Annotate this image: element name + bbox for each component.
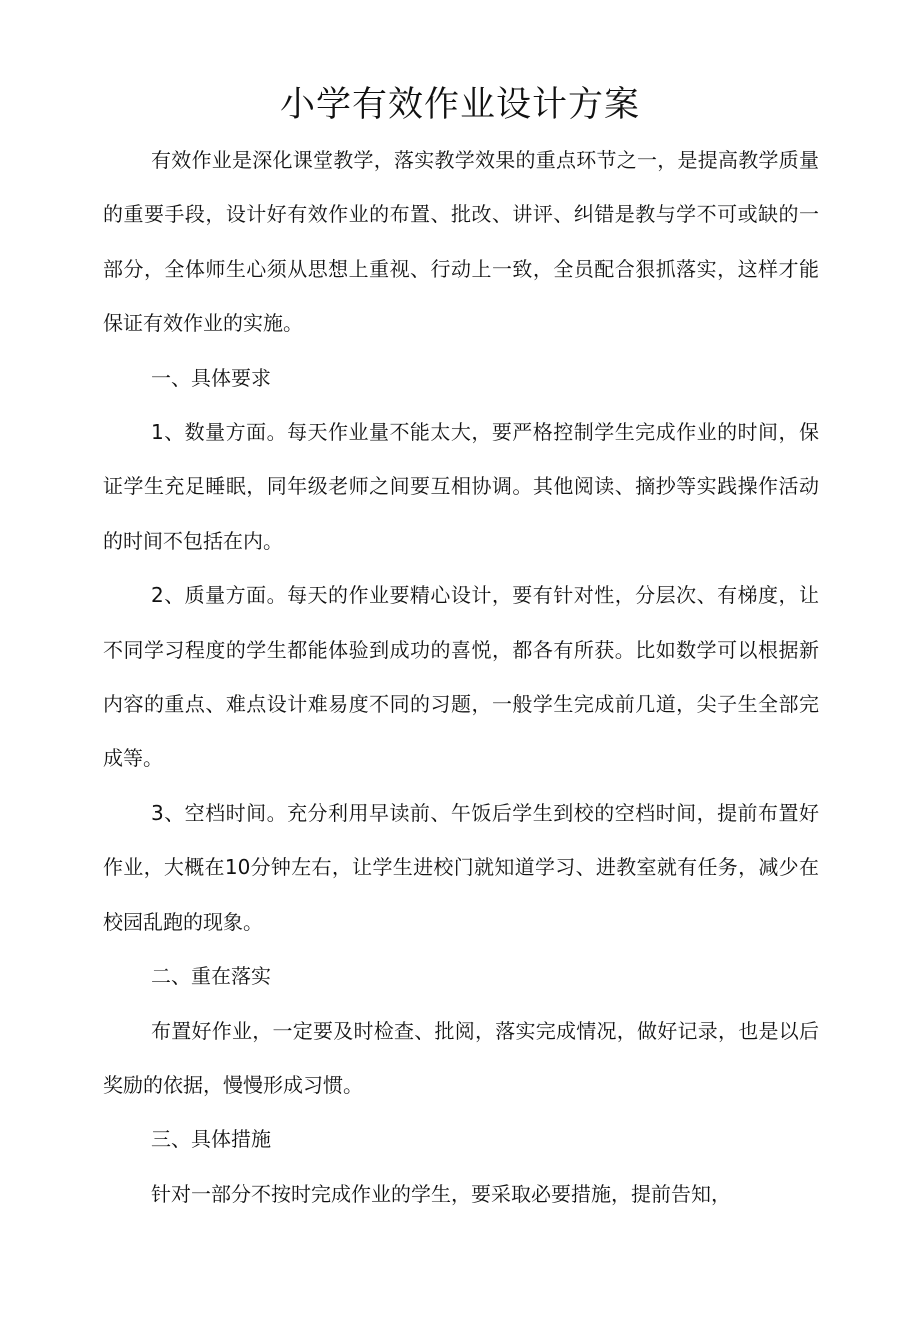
section-heading-measures: 三、具体措施 bbox=[151, 1127, 271, 1152]
implementation-paragraph: 布置好作业，一定要及时检查、批阅，落实完成情况，做好记录，也是以后奖励的依据，慢慢形成习惯。 bbox=[103, 1018, 819, 1097]
requirement-free-time-paragraph: 3、空档时间。充分利用早读前、午饭后学生到校的空档时间，提前布置好作业，大概在10分钟左右，让学生进校门就知道学习、进教室就有任务，减少在校园乱跑的现象。 bbox=[103, 800, 819, 934]
requirement-quantity-paragraph: 1、数量方面。每天作业量不能太大，要严格控制学生完成作业的时间，保证学生充足睡眠，同年级老师之间要互相协调。其他阅读、摘抄等实践操作活动的时间不包括在内。 bbox=[103, 420, 819, 553]
section-heading-implementation: 二、重在落实 bbox=[151, 964, 271, 989]
section-heading-requirements: 一、具体要求 bbox=[151, 365, 271, 390]
measures-paragraph: 针对一部分不按时完成作业的学生，要采取必要措施，提前告知， bbox=[151, 1181, 731, 1206]
intro-paragraph: 有效作业是深化课堂教学，落实教学效果的重点环节之一，是提高教学质量的重要手段，设计好有效作业的布置、批改、讲评、纠错是教与学不可或缺的一部分，全体师生心须从思想上重视、行动上一致，全员配合狠抓落实，这样才能保证有效作业的实施。 bbox=[103, 148, 819, 336]
document-title: 小学有效作业设计方案 bbox=[279, 85, 640, 125]
document-body bbox=[103, 133, 819, 1221]
requirement-quality-paragraph: 2、质量方面。每天的作业要精心设计，要有针对性，分层次、有梯度，让不同学习程度的学生都能体验到成功的喜悦，都各有所获。比如数学可以根据新内容的重点、难点设计难易度不同的习题，一般学生完成前几道，尖子生全部完成等。 bbox=[103, 583, 819, 771]
